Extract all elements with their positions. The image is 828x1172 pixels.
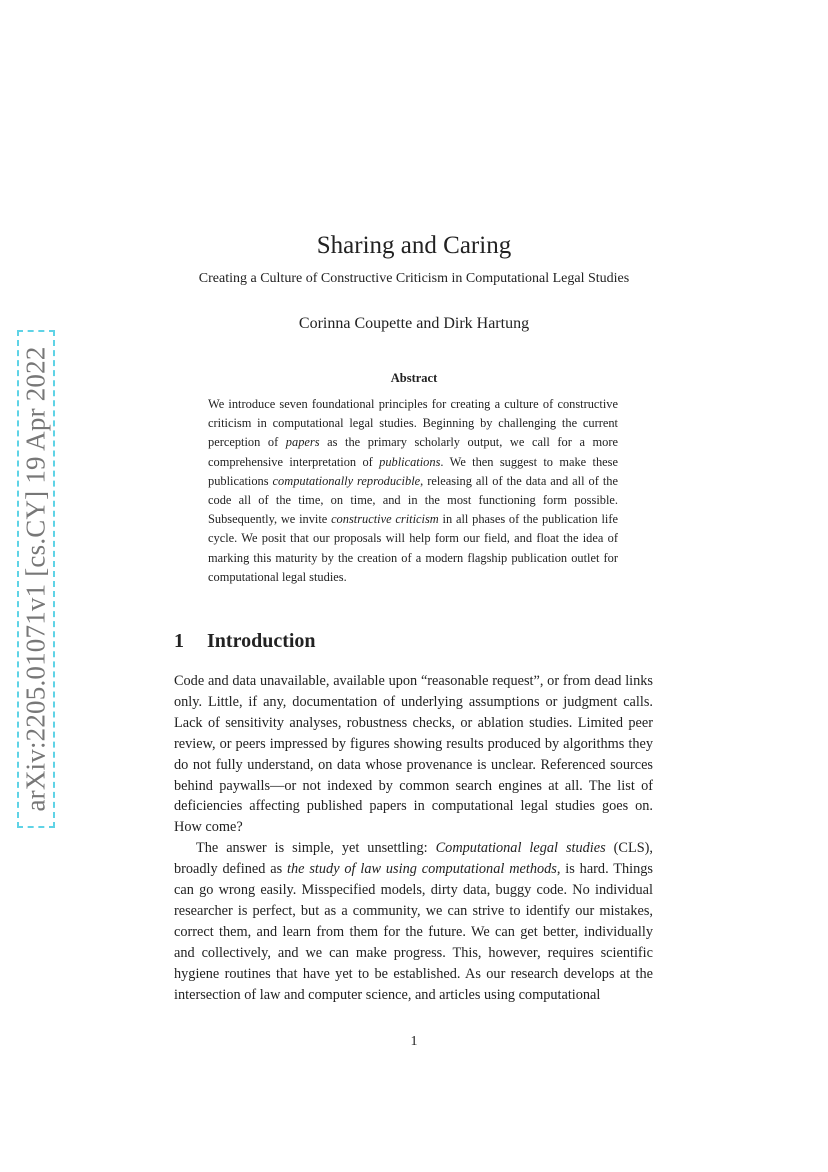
abstract-text-span: in all phases of the publication life cycle. We posit that our proposals will help form our field, and float the idea of marking this maturity by the creation of a modern flagship publication outlet for computational legal studies. — [208, 512, 618, 584]
paper-authors: Corinna Coupette and Dirk Hartung — [298, 315, 530, 332]
abstract-text-span: We introduce seven foundational principles for creating a culture of constructive criticism in computational legal studies. Beginning by challenging the current perception of — [208, 397, 618, 450]
page-number: 1 — [410, 1034, 418, 1049]
abstract-text-span: as the primary scholarly output, we call for a more comprehensive interpretation of — [208, 435, 618, 469]
abstract-emphasis: constructive criticism — [331, 512, 439, 527]
body-paragraph — [174, 671, 653, 838]
abstract-emphasis: computationally reproducible — [272, 473, 421, 488]
body-paragraph — [174, 838, 653, 1005]
paper-title: Sharing and Caring — [316, 232, 512, 259]
section-number: 1 — [174, 630, 184, 652]
arxiv-identifier-text: arXiv:2205.01071v1 [cs.CY] 19 Apr 2022 — [20, 346, 51, 812]
body-text-span: , is hard. Things can go wrong easily. Misspecified models, dirty data, buggy code. No individual researcher is perfect, but as a community, we can strive to identify our mistakes, correct them, and learn from them for the future. We can get better, individually and collectively, and we can make progress. This, however, requires scientific hygiene routines that have yet to be established. As our research develops at the intersection of law and computer science, and articles using computational — [174, 861, 653, 1003]
paper-subtitle: Creating a Culture of Constructive Criticism in Computational Legal Studies — [198, 271, 630, 286]
section-title: Introduction — [207, 630, 316, 652]
body-text — [174, 671, 653, 1006]
abstract-emphasis: publications — [379, 454, 441, 469]
body-text-span: The answer is simple, yet unsettling: — [196, 840, 436, 857]
abstract-text-span: . We then suggest to make these publications — [208, 454, 618, 488]
abstract-emphasis: papers — [285, 435, 320, 450]
body-text-span: (CLS), broadly defined as — [174, 840, 653, 878]
section-heading — [174, 630, 316, 653]
abstract-text — [208, 395, 618, 587]
abstract-heading: Abstract — [390, 371, 438, 385]
arxiv-identifier-stamp — [17, 330, 55, 828]
body-emphasis: the study of law using computational methods — [287, 861, 557, 878]
body-text-span: Code and data unavailable, available upon “reasonable request”, or from dead links only. Little, if any, documentation of underlying assumptions or judgment calls. Lack of sensitivity analyses, robustness checks, or ablation studies. Limited peer review, or peers impressed by figures showing results produced by algorithms they do not fully understand, on data whose provenance is unclear. Referenced sources behind paywalls—or not indexed by common search engines at all. The list of deficiencies affecting published papers in computational legal studies goes on. How come? — [174, 673, 653, 836]
body-emphasis: Computational legal studies — [435, 840, 606, 857]
abstract-text-span: , releasing all of the data and all of the code all of the time, on time, and in the most functioning form possible. Subsequently, we invite — [208, 473, 618, 527]
